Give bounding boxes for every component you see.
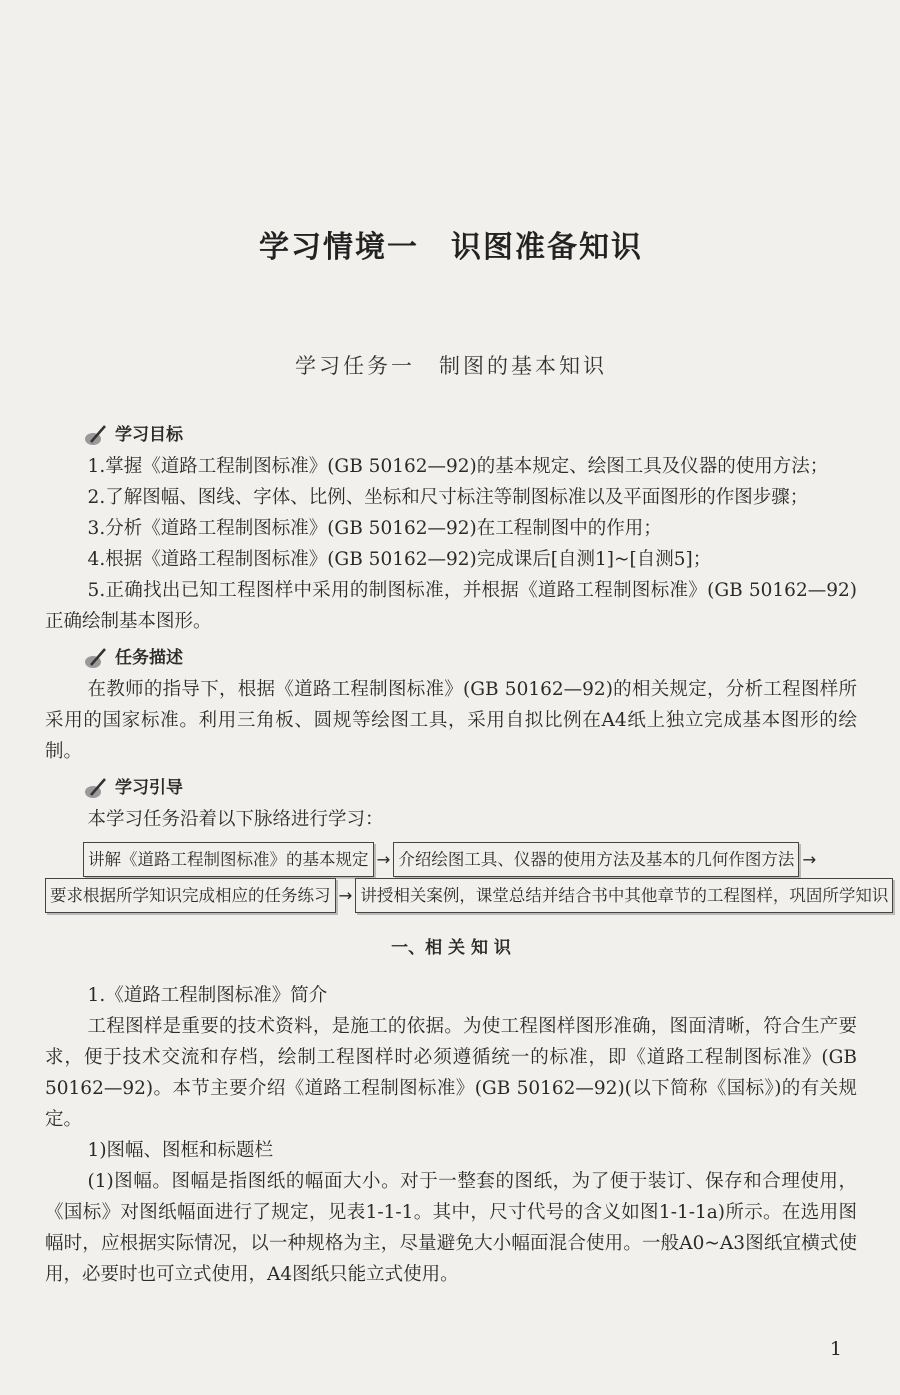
- objective-item: 4.根据《道路工程制图标准》(GB 50162—92)完成课后[自测1]~[自测5]；: [87, 549, 712, 570]
- guide-intro: 本学习任务沿着以下脉络进行学习：: [87, 809, 384, 830]
- paragraph: 工程图样是重要的技术资料，是施工的依据。为使工程图样图形准确，图面清晰，符合生产要求，便于技术交流和存档，绘制工程图样时必须遵循统一的标准，即《道路工程制图标准》(GB 50162—92)。本节主要介绍《道路工程制图标准》(GB 50162—92)(以下简称《国标》)的有关规定。: [45, 1016, 857, 1130]
- task-heading: 任务描述: [83, 643, 857, 674]
- paragraph: (1)图幅。图幅是指图纸的幅面大小。对于一整套的图纸，为了便于装订、保存和合理使用，《国标》对图纸幅面进行了规定，见表1-1-1。其中，尺寸代号的含义如图1-1-1a)所示。在选用图幅时，应根据实际情况，以一种规格为主，尽量避免大小幅面混合使用。一般A0~A3图纸宜横式使用，必要时也可立式使用，A4图纸只能立式使用。: [45, 1171, 857, 1285]
- objective-item: 3.分析《道路工程制图标准》(GB 50162—92)在工程制图中的作用；: [87, 518, 662, 539]
- task-description: 在教师的指导下，根据《道路工程制图标准》(GB 50162—92)的相关规定，分析工程图样所采用的国家标准。利用三角板、圆规等绘图工具，采用自拟比例在A4纸上独立完成基本图形的绘制。: [45, 679, 857, 762]
- objectives-heading: 学习目标: [83, 420, 857, 451]
- flow-step: 介绍绘图工具、仪器的使用方法及基本的几何作图方法: [393, 842, 799, 877]
- section-heading: 一、相 关 知 识: [391, 938, 511, 958]
- objective-item: 1.掌握《道路工程制图标准》(GB 50162—92)的基本规定、绘图工具及仪器的使用方法；: [87, 456, 829, 477]
- pen-icon: [83, 777, 107, 801]
- arrow-icon: →: [802, 849, 817, 869]
- guide-heading: 学习引导: [83, 773, 857, 804]
- flow-step: 讲解《道路工程制图标准》的基本规定: [83, 842, 374, 877]
- chapter-title: 学习情境一 识图准备知识: [259, 230, 643, 265]
- pen-icon: [83, 424, 107, 448]
- arrow-icon: →: [376, 849, 391, 869]
- flow-step: 讲授相关案例，课堂总结并结合书中其他章节的工程图样，巩固所学知识: [355, 878, 893, 913]
- arrow-icon: →: [338, 885, 353, 905]
- objective-item: 5.正确找出已知工程图样中采用的制图标准，并根据《道路工程制图标准》(GB 50162—92)正确绘制基本图形。: [45, 580, 857, 632]
- page-number: 1: [829, 1338, 842, 1360]
- flow-step: 要求根据所学知识完成相应的任务练习: [45, 878, 336, 913]
- objective-item: 2.了解图幅、图线、字体、比例、坐标和尺寸标注等制图标准以及平面图形的作图步骤；: [87, 487, 809, 508]
- subsection-heading: 1.《道路工程制图标准》简介: [87, 985, 328, 1006]
- task-title: 学习任务一 制图的基本知识: [295, 354, 607, 378]
- pen-icon: [83, 647, 107, 671]
- learning-flow: [45, 841, 889, 913]
- subsection-heading: 1)图幅、图框和标题栏: [87, 1140, 274, 1161]
